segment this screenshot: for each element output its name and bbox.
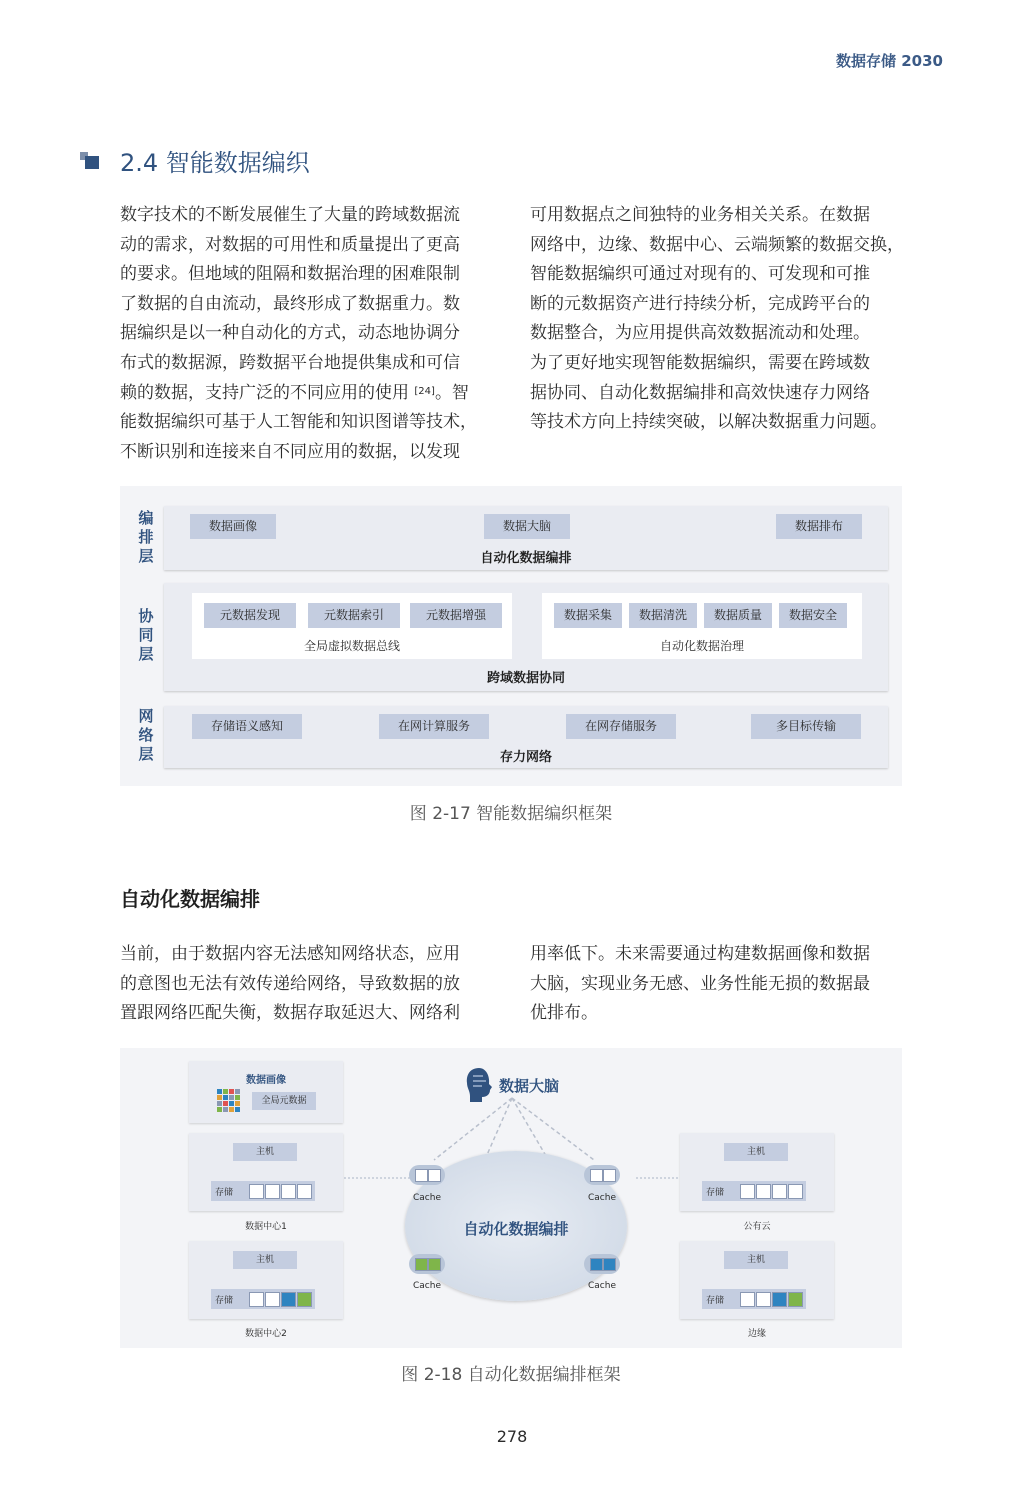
storage-label: 存储 (215, 1296, 234, 1306)
layer-label-collaboration: 协 同 层 (138, 607, 154, 663)
band-collaboration (164, 583, 888, 691)
band-title: 存力网络 (499, 750, 552, 765)
section-title: 2.4 智能数据编织 (120, 149, 310, 177)
chip-in-network-compute: 在网计算服务 (379, 714, 489, 739)
text-line: 用率低下。未来需要通过构建数据画像和数据 (530, 944, 870, 964)
text-line: 了数据的自由流动，最终形成了数据重力。数 (120, 293, 460, 314)
storage-row (702, 1181, 806, 1201)
site-label: 公有云 (743, 1222, 771, 1232)
figure-data-fabric (120, 486, 902, 786)
layer-label-orchestration: 编 排 层 (138, 509, 154, 565)
text-line: 的要求。但地域的阻隔和数据治理的困难限制 (120, 264, 460, 285)
chip-data-placement: 数据排布 (776, 514, 862, 539)
chip-metadata-discovery: 元数据发现 (204, 603, 296, 628)
host-chip: 主机 (724, 1251, 788, 1269)
para2-column-left (120, 940, 500, 1029)
band-network (164, 706, 888, 768)
cache-node (584, 1165, 620, 1185)
cache-label: Cache (413, 1281, 441, 1291)
text-line: 不断识别和连接来自不同应用的数据，以发现 (120, 441, 460, 462)
text-line: 等技术方向上持续突破，以解决数据重力问题。 (530, 412, 887, 433)
running-header: 数据存储 2030 (836, 52, 943, 70)
text-line: 数据整合，为应用提供高效数据流动和处理。 (530, 323, 870, 344)
site-label: 数据中心1 (245, 1222, 287, 1232)
site-panel-dc2 (189, 1241, 343, 1319)
text-line: 动的需求，对数据的可用性和质量提出了更高 (120, 234, 460, 255)
section-square-icon (80, 152, 100, 170)
group-title: 自动化数据治理 (659, 639, 744, 653)
cache-label: Cache (588, 1281, 616, 1291)
text-line: 网络中，边缘、数据中心、云端频繁的数据交换， (530, 234, 904, 255)
band-orchestration (164, 506, 888, 570)
brain-head-icon (464, 1066, 494, 1104)
text-line: 据协同、自动化数据编排和高效快速存力网络 (530, 382, 870, 403)
group-data-governance (542, 593, 862, 659)
site-label: 数据中心2 (245, 1329, 287, 1339)
cache-label: Cache (413, 1193, 441, 1203)
storage-row (702, 1289, 806, 1309)
text-line: 布式的数据源，跨数据平台地提供集成和可信 (120, 352, 460, 373)
layer-label-network: 网 络 层 (138, 707, 154, 763)
host-chip: 主机 (724, 1143, 788, 1161)
chip-data-collect: 数据采集 (554, 603, 622, 628)
chip-data-brain: 数据大脑 (484, 514, 570, 539)
text-line: 智能数据编织可通过对现有的、可发现和可推 (530, 264, 870, 285)
band-title: 跨域数据协同 (486, 671, 565, 686)
orchestration-label: 自动化数据编排 (463, 1220, 569, 1238)
figure-caption: 图 2-17 智能数据编织框架 (409, 804, 613, 824)
panel-title: 数据画像 (246, 1075, 286, 1086)
cache-node (409, 1254, 445, 1274)
data-brain-label: 数据大脑 (499, 1077, 560, 1095)
intro-column-right (530, 201, 910, 438)
storage-label: 存储 (706, 1296, 725, 1306)
cache-node (584, 1254, 620, 1274)
cache-label: Cache (588, 1193, 616, 1203)
intro-column-left (120, 201, 500, 467)
text-line: 置跟网络匹配失衡，数据存取延迟大、网络利 (120, 1003, 460, 1024)
cache-node (409, 1165, 445, 1185)
storage-row (211, 1289, 315, 1309)
text-line (120, 379, 500, 409)
group-virtual-data-bus (192, 593, 512, 659)
host-chip: 主机 (233, 1143, 297, 1161)
subsection-title: 自动化数据编排 (120, 887, 260, 911)
site-label: 边缘 (747, 1329, 766, 1339)
text-line: 能数据编织可基于人工智能和知识图谱等技术， (120, 412, 477, 433)
chip-multi-target-transfer: 多目标传输 (751, 714, 861, 739)
text-fragment: 赖的数据，支持广泛的不同应用的使用 (120, 382, 409, 403)
page-number: 278 (496, 1427, 528, 1446)
chip-data-profile: 数据画像 (190, 514, 276, 539)
text-line: 的意图也无法有效传递给网络，导致数据的放 (120, 973, 460, 994)
para2-column-right (530, 940, 910, 1029)
site-panel-dc1 (189, 1133, 343, 1211)
text-line: 可用数据点之间独特的业务相关关系。在数据 (530, 205, 870, 225)
text-line: 优排布。 (530, 1003, 598, 1024)
chip-metadata-index: 元数据索引 (308, 603, 400, 628)
chip-data-quality: 数据质量 (704, 603, 772, 628)
site-panel-edge (680, 1241, 834, 1319)
host-chip: 主机 (233, 1251, 297, 1269)
text-line: 据编织是以一种自动化的方式，动态地协调分 (120, 323, 460, 344)
chip-data-security: 数据安全 (779, 603, 847, 628)
chip-metadata-enhance: 元数据增强 (410, 603, 502, 628)
grid-cubes-icon (217, 1089, 239, 1111)
figure-caption: 图 2-18 自动化数据编排框架 (401, 1365, 621, 1385)
figure-data-orchestration (120, 1048, 902, 1348)
text-line: 当前，由于数据内容无法感知网络状态，应用 (120, 944, 460, 964)
chip-storage-semantics: 存储语义感知 (192, 714, 302, 739)
site-panel-public-cloud (680, 1133, 834, 1211)
text-line: 数字技术的不断发展催生了大量的跨域数据流 (120, 205, 460, 225)
text-line: 大脑，实现业务无感、业务性能无损的数据最 (530, 973, 870, 994)
band-title: 自动化数据编排 (480, 551, 572, 566)
text-line: 断的元数据资产进行持续分析，完成跨平台的 (530, 293, 870, 314)
storage-label: 存储 (215, 1188, 234, 1198)
text-fragment: 。智 (434, 382, 469, 403)
chip-data-clean: 数据清洗 (629, 603, 697, 628)
panel-data-profile (189, 1061, 343, 1123)
citation-ref: [24] (414, 385, 435, 397)
text-line: 为了更好地实现智能数据编织，需要在跨域数 (530, 352, 870, 373)
chip-global-metadata: 全局元数据 (252, 1092, 316, 1110)
chip-in-network-storage: 在网存储服务 (566, 714, 676, 739)
storage-row (211, 1181, 315, 1201)
storage-label: 存储 (706, 1188, 725, 1198)
group-title: 全局虚拟数据总线 (303, 639, 400, 653)
